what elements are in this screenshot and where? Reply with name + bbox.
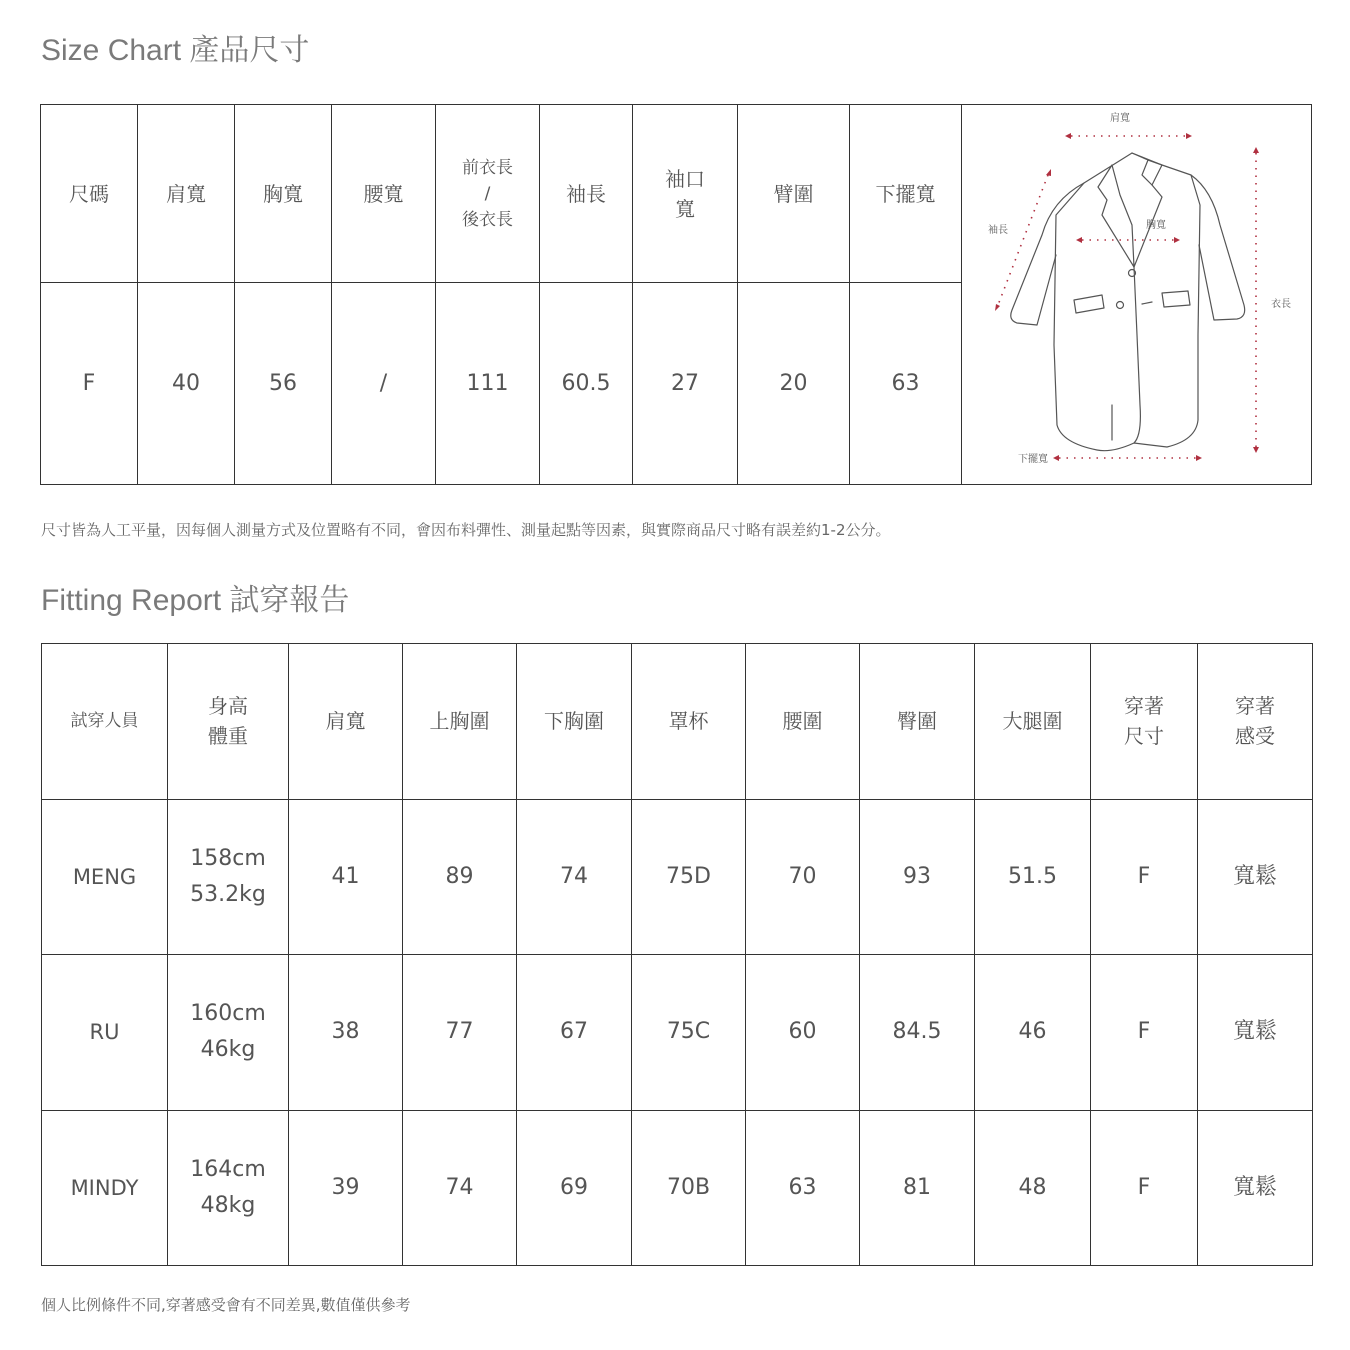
fitting-report-table xyxy=(41,643,1313,1266)
fitting-row-mindy xyxy=(42,1110,1313,1266)
cell-cuff-width: 27 xyxy=(633,283,738,485)
cell-upper-chest: 89 xyxy=(403,799,517,955)
cell-waist-width: / xyxy=(332,283,436,485)
cell-height-weight xyxy=(168,799,289,955)
cell-waist: 70 xyxy=(746,799,860,955)
header-weight: 體重 xyxy=(208,724,248,749)
header-model xyxy=(42,644,168,800)
cell-weight: 53.2kg xyxy=(190,881,266,907)
cell-waist: 63 xyxy=(746,1110,860,1266)
cell-cup: 70B xyxy=(632,1110,746,1266)
header-hip: 臀圍 xyxy=(860,644,975,800)
label-length: 衣長 xyxy=(1271,299,1291,310)
cell-upper-chest: 74 xyxy=(403,1110,517,1266)
header-worn-size-line2: 尺寸 xyxy=(1124,724,1164,749)
fitting-row-ru xyxy=(42,955,1313,1111)
cell-lower-chest: 74 xyxy=(517,799,632,955)
cell-worn-size: F xyxy=(1091,799,1198,955)
cell-wearing-feel: 寬鬆 xyxy=(1198,1110,1313,1266)
header-cuff-width xyxy=(633,105,738,283)
measure-arrowheads xyxy=(995,133,1259,461)
header-height-weight xyxy=(168,644,289,800)
fitting-report-title: Fitting Report 試穿報告 xyxy=(41,584,350,617)
cell-lower-chest: 67 xyxy=(517,955,632,1111)
cell-cup: 75C xyxy=(632,955,746,1111)
header-feel-line2: 感受 xyxy=(1235,724,1275,749)
cell-cup: 75D xyxy=(632,799,746,955)
header-arm-circumference: 臂圍 xyxy=(738,105,850,283)
header-cuff-line2: 寬 xyxy=(675,196,695,221)
header-wearing-feel xyxy=(1198,644,1313,800)
cell-chest-width: 56 xyxy=(235,283,332,485)
coat-outline xyxy=(1011,153,1245,451)
cell-hip: 93 xyxy=(860,799,975,955)
label-chest: 胸寬 xyxy=(1146,220,1166,231)
header-cup: 罩杯 xyxy=(632,644,746,800)
header-lower-chest: 下胸圍 xyxy=(517,644,632,800)
header-sleeve-length: 袖長 xyxy=(540,105,633,283)
cell-sleeve-length: 60.5 xyxy=(540,283,633,485)
header-height: 身高 xyxy=(208,694,248,719)
header-front-back-length xyxy=(436,105,540,283)
size-chart-table xyxy=(40,104,1312,485)
cell-height-weight xyxy=(168,955,289,1111)
header-waist-width: 腰寬 xyxy=(332,105,436,283)
cell-thigh: 51.5 xyxy=(975,799,1091,955)
cell-worn-size: F xyxy=(1091,955,1198,1111)
cell-thigh: 48 xyxy=(975,1110,1091,1266)
header-size: 尺碼 xyxy=(41,105,138,283)
cell-shoulder: 38 xyxy=(289,955,403,1111)
cell-height-weight xyxy=(168,1110,289,1266)
cell-weight: 48kg xyxy=(200,1192,256,1218)
header-hem-width: 下擺寬 xyxy=(850,105,962,283)
cell-upper-chest: 77 xyxy=(403,955,517,1111)
cell-weight: 46kg xyxy=(200,1037,256,1063)
cell-model-name: MENG xyxy=(42,799,168,955)
cell-thigh: 46 xyxy=(975,955,1091,1111)
cell-length: 111 xyxy=(436,283,540,485)
label-hem: 下擺寬 xyxy=(1018,454,1048,465)
cell-waist: 60 xyxy=(746,955,860,1111)
cell-shoulder: 39 xyxy=(289,1110,403,1266)
cell-wearing-feel: 寬鬆 xyxy=(1198,955,1313,1111)
cell-shoulder: 41 xyxy=(289,799,403,955)
header-model-label: 試穿人員 xyxy=(70,711,139,732)
cell-hip: 81 xyxy=(860,1110,975,1266)
size-chart-header-row xyxy=(41,105,1312,283)
cell-model-name: RU xyxy=(42,955,168,1111)
header-feel-line1: 穿著 xyxy=(1235,694,1275,719)
cell-worn-size: F xyxy=(1091,1110,1198,1266)
cell-shoulder-width: 40 xyxy=(138,283,235,485)
header-shoulder-width: 肩寬 xyxy=(138,105,235,283)
label-shoulder: 肩寬 xyxy=(1110,113,1130,124)
coat-diagram xyxy=(962,105,1311,484)
header-chest-width: 胸寬 xyxy=(235,105,332,283)
cell-arm-circumference: 20 xyxy=(738,283,850,485)
size-chart-note: 尺寸皆為人工平量，因每個人測量方式及位置略有不同，會因布料彈性、測量起點等因素，與實際商品尺寸略有誤差約1-2公分。 xyxy=(41,521,891,539)
label-sleeve: 袖長 xyxy=(988,225,1008,236)
fitting-header-row xyxy=(42,644,1313,800)
size-chart-title: Size Chart 產品尺寸 xyxy=(41,34,310,67)
cell-height: 158cm xyxy=(190,845,266,871)
cell-hip: 84.5 xyxy=(860,955,975,1111)
header-worn-size xyxy=(1091,644,1198,800)
fitting-report-note: 個人比例條件不同,穿著感受會有不同差異,數值僅供參考 xyxy=(41,1296,411,1314)
measure-lines xyxy=(998,136,1256,458)
cell-model-name: MINDY xyxy=(42,1110,168,1266)
header-fit-shoulder: 肩寬 xyxy=(289,644,403,800)
cell-lower-chest: 69 xyxy=(517,1110,632,1266)
cell-height: 164cm xyxy=(190,1156,266,1182)
header-cuff-line1: 袖口 xyxy=(665,166,705,191)
cell-hem-width: 63 xyxy=(850,283,962,485)
header-upper-chest: 上胸圍 xyxy=(403,644,517,800)
header-slash: / xyxy=(484,183,491,204)
header-thigh: 大腿圍 xyxy=(975,644,1091,800)
header-back-length: 後衣長 xyxy=(462,209,513,230)
fitting-row-meng xyxy=(42,799,1313,955)
coat-diagram-cell xyxy=(962,105,1312,485)
cell-height: 160cm xyxy=(190,1001,266,1027)
cell-wearing-feel: 寬鬆 xyxy=(1198,799,1313,955)
header-worn-size-line1: 穿著 xyxy=(1124,694,1164,719)
cell-size: F xyxy=(41,283,138,485)
header-waist: 腰圍 xyxy=(746,644,860,800)
header-front-length: 前衣長 xyxy=(462,157,513,178)
